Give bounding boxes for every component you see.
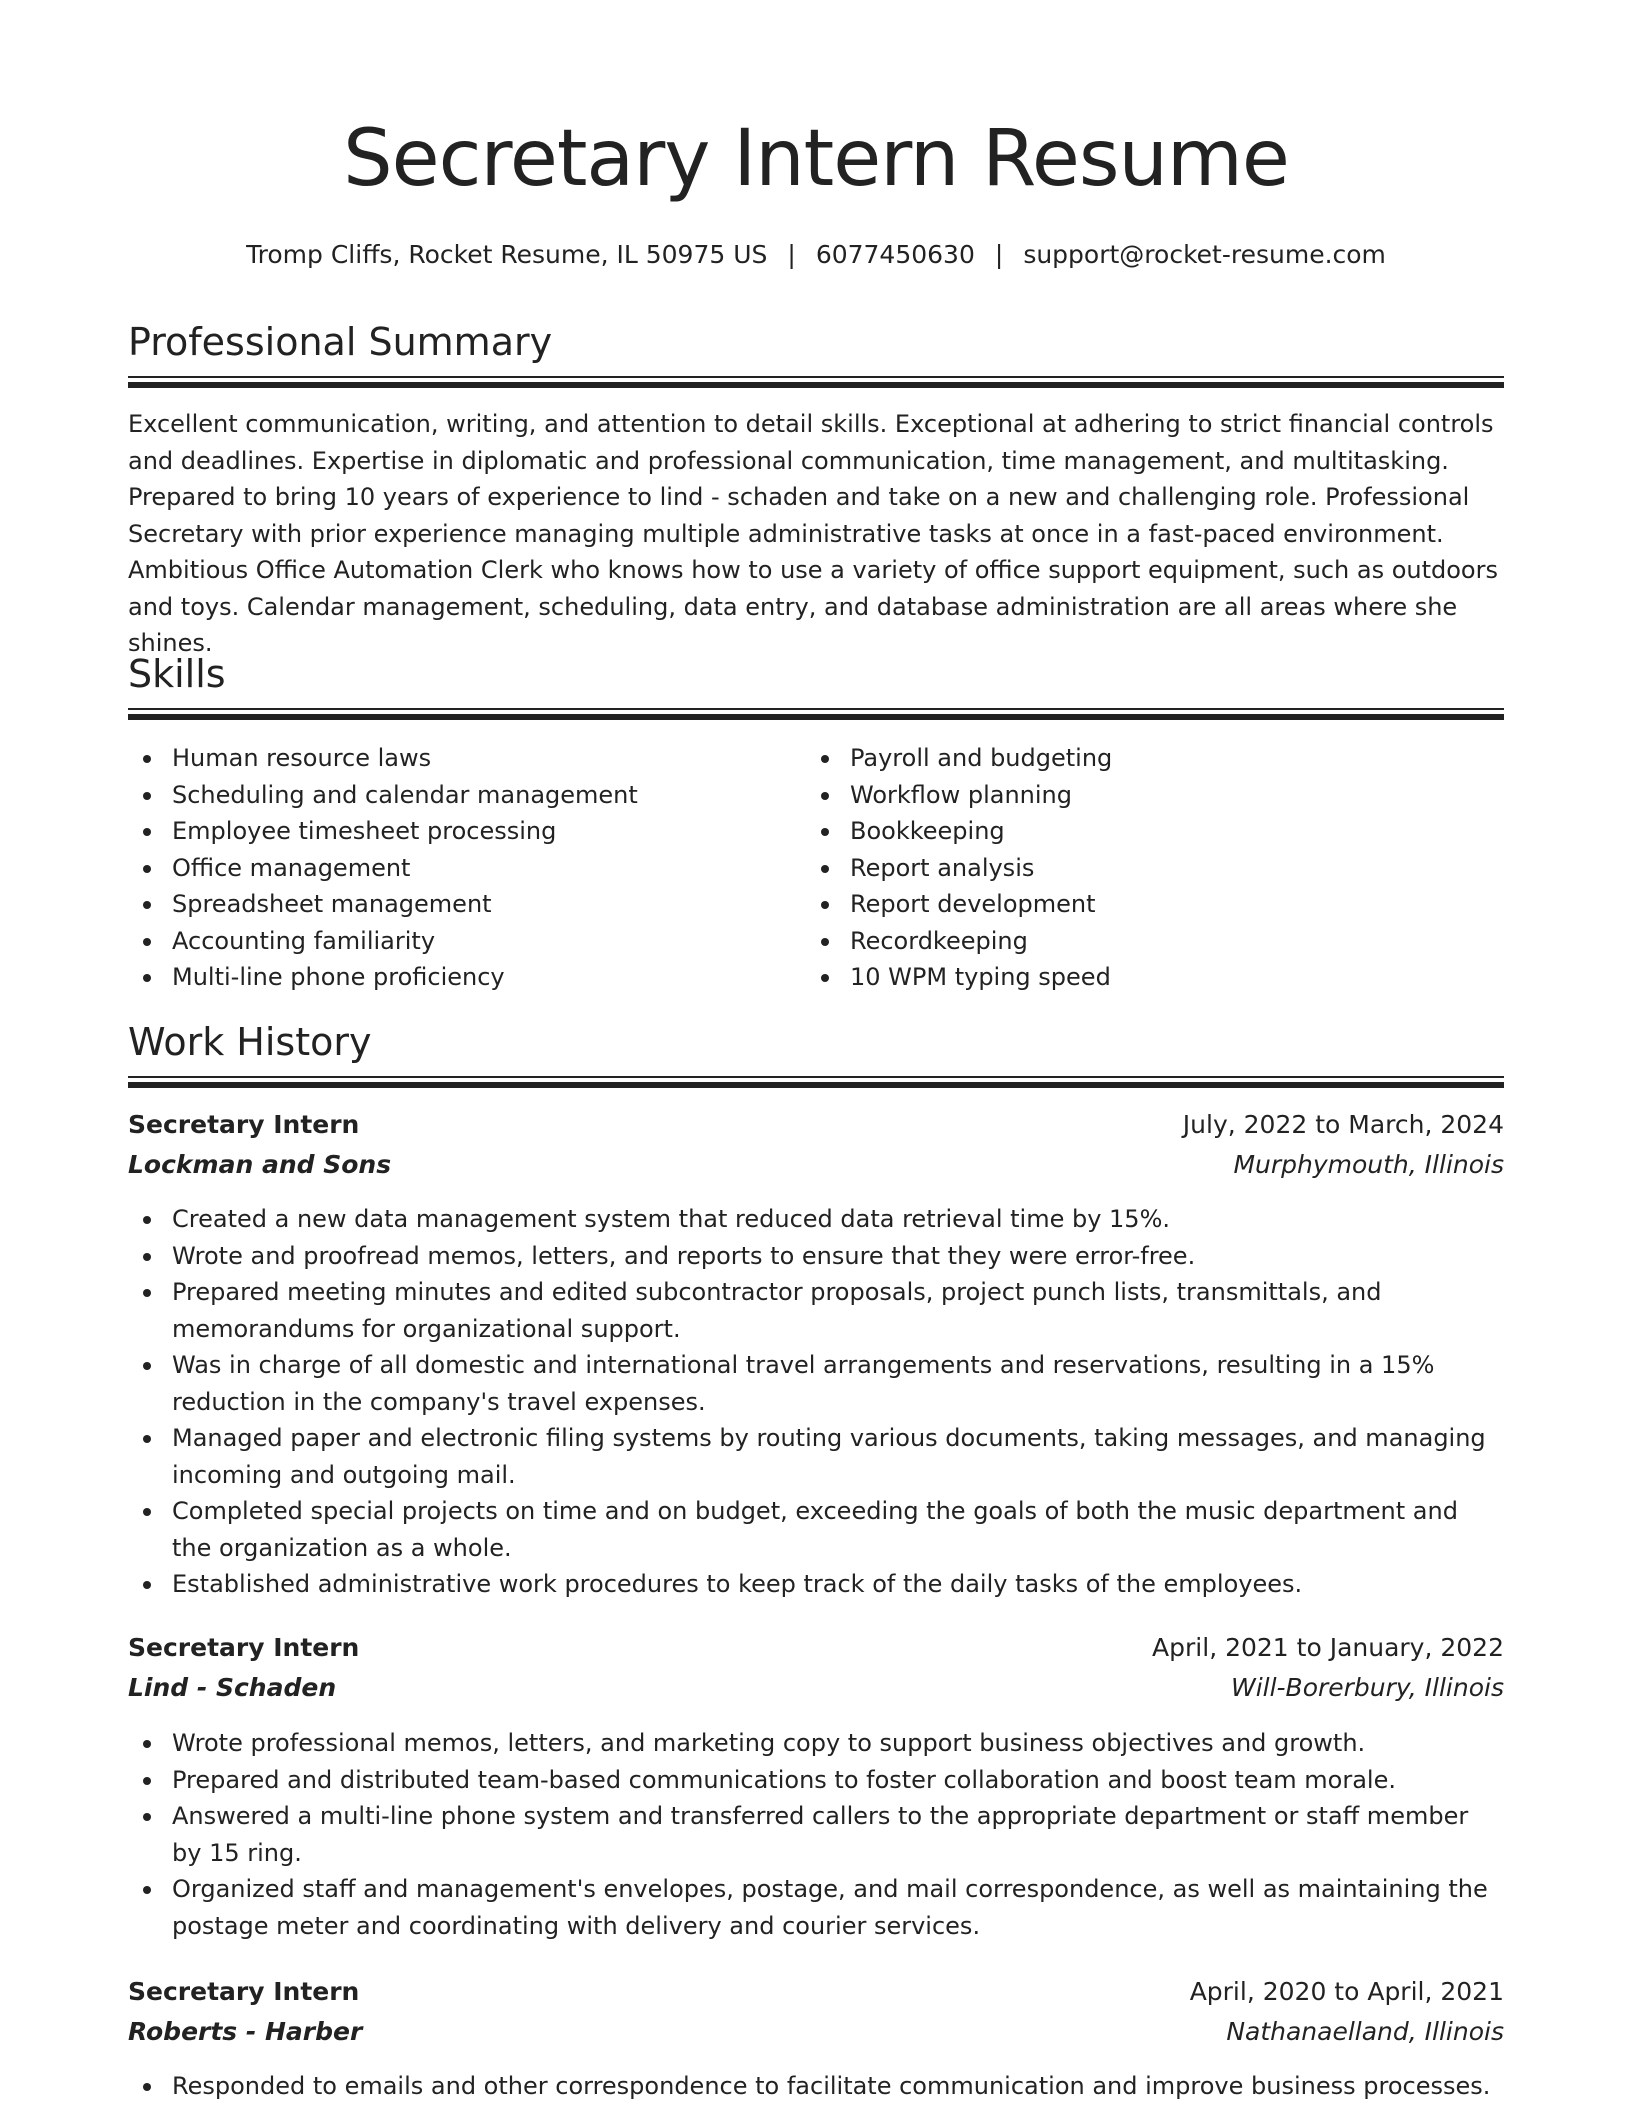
job-bullet-item: Prepared and distributed team-based communications to foster collaboration and boost team morale. xyxy=(128,1762,1504,1799)
job-bullet-item: Managed paper and electronic filing systems by routing various documents, taking messages, and managing incoming and outgoing mail. xyxy=(128,1420,1504,1493)
skill-item: Recordkeeping xyxy=(806,923,1504,960)
skill-item: Spreadsheet management xyxy=(128,886,788,923)
skills-list-right xyxy=(806,740,1504,996)
job-location: Will-Borerbury, Illinois xyxy=(1230,1673,1504,1702)
skill-item: Office management xyxy=(128,850,788,887)
contact-separator: | xyxy=(787,240,796,269)
skill-item: Scheduling and calendar management xyxy=(128,777,788,814)
job-bullet-item: Prepared meeting minutes and edited subcontractor proposals, project punch lists, transmittals, and memorandums for organizational support. xyxy=(128,1274,1504,1347)
contact-email[interactable]: support@rocket-resume.com xyxy=(1023,240,1386,269)
skill-item: 10 WPM typing speed xyxy=(806,959,1504,996)
skill-item: Workflow planning xyxy=(806,777,1504,814)
job-title: Secretary Intern xyxy=(128,1110,360,1139)
section-divider xyxy=(128,376,1504,388)
job-bullet-item: Was in charge of all domestic and international travel arrangements and reservations, resulting in a 15% reduction in the company's travel expenses. xyxy=(128,1347,1504,1420)
job-bullet-item: Responded to emails and other correspondence to facilitate communication and improve business processes. xyxy=(128,2068,1504,2105)
skills-list-left xyxy=(128,740,788,996)
contact-address: Tromp Cliffs, Rocket Resume, IL 50975 US xyxy=(246,240,768,269)
job-dates: April, 2021 to January, 2022 xyxy=(1152,1633,1504,1662)
job-bullets xyxy=(128,1725,1504,1944)
job-dates: April, 2020 to April, 2021 xyxy=(1189,1977,1504,2006)
skill-item: Human resource laws xyxy=(128,740,788,777)
job-dates: July, 2022 to March, 2024 xyxy=(1182,1110,1504,1139)
job-bullets xyxy=(128,2068,1504,2105)
job-bullet-item: Wrote professional memos, letters, and marketing copy to support business objectives and growth. xyxy=(128,1725,1504,1762)
skill-item: Payroll and budgeting xyxy=(806,740,1504,777)
resume-title: Secretary Intern Resume xyxy=(343,114,1289,204)
skills-heading: Skills xyxy=(128,652,226,696)
job-title: Secretary Intern xyxy=(128,1633,360,1662)
skill-item: Bookkeeping xyxy=(806,813,1504,850)
contact-line xyxy=(128,240,1504,269)
job-bullet-item: Established administrative work procedures to keep track of the daily tasks of the employees. xyxy=(128,1566,1504,1603)
job-bullet-item: Wrote and proofread memos, letters, and reports to ensure that they were error-free. xyxy=(128,1238,1504,1275)
job-company: Roberts - Harber xyxy=(128,2017,363,2046)
section-divider xyxy=(128,1076,1504,1088)
job-bullets xyxy=(128,1201,1504,1603)
job-company: Lind - Schaden xyxy=(128,1673,337,1702)
section-divider xyxy=(128,708,1504,720)
job-bullet-item: Answered a multi-line phone system and transferred callers to the appropriate department or staff member by 15 ring. xyxy=(128,1798,1504,1871)
contact-phone: 6077450630 xyxy=(815,240,975,269)
skill-item: Multi-line phone proficiency xyxy=(128,959,788,996)
skill-item: Employee timesheet processing xyxy=(128,813,788,850)
work-history-heading: Work History xyxy=(128,1020,372,1064)
skill-item: Accounting familiarity xyxy=(128,923,788,960)
job-bullet-item: Created a new data management system that reduced data retrieval time by 15%. xyxy=(128,1201,1504,1238)
skill-item: Report development xyxy=(806,886,1504,923)
skill-item: Report analysis xyxy=(806,850,1504,887)
job-title: Secretary Intern xyxy=(128,1977,360,2006)
job-bullet-item: Organized staff and management's envelopes, postage, and mail correspondence, as well as maintaining the postage meter and coordinating with delivery and courier services. xyxy=(128,1871,1504,1944)
job-location: Murphymouth, Illinois xyxy=(1233,1150,1504,1179)
job-bullet-item: Completed special projects on time and on budget, exceeding the goals of both the music department and the organization as a whole. xyxy=(128,1493,1504,1566)
job-company: Lockman and Sons xyxy=(128,1150,392,1179)
summary-heading: Professional Summary xyxy=(128,320,553,364)
job-location: Nathanaelland, Illinois xyxy=(1226,2017,1504,2046)
contact-separator: | xyxy=(994,240,1004,269)
summary-text: Excellent communication, writing, and attention to detail skills. Exceptional at adhering to strict financial controls and deadlines. Expertise in diplomatic and professional communication, time management, and multitasking. Prepared to bring 10 years of experience to lind - schaden and take on a new and challenging role. Professional Secretary with prior experience managing multiple administrative tasks at once in a fast-paced environment. Ambitious Office Automation Clerk who knows how to use a variety of office support equipment, such as outdoors and toys. Calendar management, scheduling, data entry, and database administration are all areas where she shines. xyxy=(128,410,1498,657)
